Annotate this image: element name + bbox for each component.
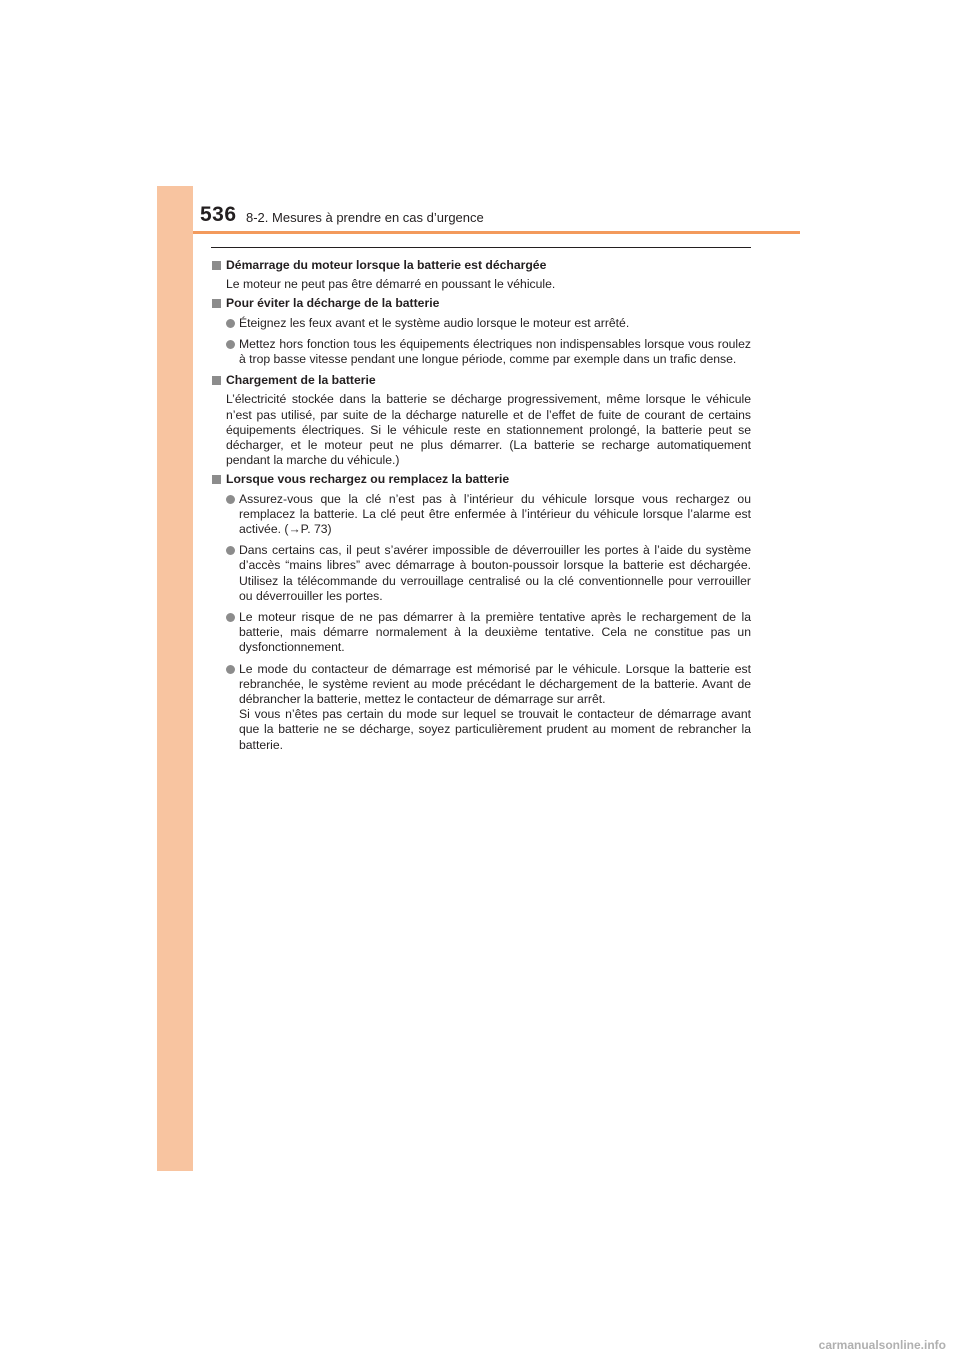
section-battery-charging: [211, 373, 751, 468]
round-bullet-icon: [226, 319, 235, 328]
list-item: [226, 543, 751, 604]
section-paragraph: L’électricité stockée dans la batterie se décharge progressivement, même lorsque le véhicule n’est pas utilisé, par suite de la décharge naturelle et de l’effet de fuite de courant de certains équipements électriques. Si le véhicule reste en stationnement prolongé, la batterie peut se décharger, et le moteur peut ne plus démarrer. (La batterie se recharge automatiquement pendant la marche du véhicule.): [226, 392, 751, 468]
square-bullet-icon: [212, 261, 221, 270]
section-heading: [211, 373, 751, 388]
page-content: [211, 258, 751, 759]
side-color-band: [157, 186, 193, 1171]
list-item: [226, 492, 751, 538]
watermark: carmanualsonline.info: [818, 1338, 946, 1352]
section-heading: [211, 472, 751, 487]
section-heading-text: Démarrage du moteur lorsque la batterie est déchargée: [226, 258, 547, 272]
list-item: [226, 316, 751, 331]
list-item-text: Dans certains cas, il peut s’avérer impossible de déverrouiller les portes à l’aide du système d’accès “mains libres” avec démarrage à bouton-poussoir lorsque la batterie est déchargée. Utilisez la télécommande du verrouillage centralisé ou la clé conventionnelle pour verrouiller ou déverrouiller les portes.: [239, 543, 751, 603]
list-item-text: Le moteur risque de ne pas démarrer à la première tentative après le rechargement de la batterie, mais démarre normalement à la deuxième tentative. Cela ne constitue pas un dysfonctionnement.: [239, 610, 751, 655]
list-item-text: Éteignez les feux avant et le système audio lorsque le moteur est arrêté.: [239, 315, 630, 330]
round-bullet-icon: [226, 340, 235, 349]
list-item-text: [239, 662, 751, 753]
header-rule: [193, 231, 800, 234]
square-bullet-icon: [212, 475, 221, 484]
round-bullet-icon: [226, 495, 235, 504]
square-bullet-icon: [212, 299, 221, 308]
section-title: 8-2. Mesures à prendre en cas d’urgence: [246, 210, 484, 225]
section-heading-text: Chargement de la batterie: [226, 373, 376, 388]
round-bullet-icon: [226, 546, 235, 555]
section-heading-text: Pour éviter la décharge de la batterie: [226, 296, 440, 311]
list-item-text: Assurez-vous que la clé n’est pas à l’intérieur du véhicule lorsque vous rechargez ou remplacez la batterie. La clé peut être enfermée à l’intérieur du véhicule lorsque l’alarme est activée. (→P. 73): [239, 491, 751, 537]
section-heading: [211, 296, 751, 311]
square-bullet-icon: [212, 376, 221, 385]
list-item: [226, 337, 751, 367]
content-rule: [211, 247, 751, 248]
round-bullet-icon: [226, 613, 235, 622]
page-header: [193, 186, 800, 234]
page-number: 536: [200, 203, 237, 226]
section-heading: [211, 258, 751, 273]
list-item: [226, 662, 751, 753]
list-item-text: Mettez hors fonction tous les équipements électriques non indispensables lorsque vous roulez à trop basse vitesse pendant une longue période, comme par exemple dans un trafic dense.: [239, 336, 751, 367]
section-avoid-discharge: [211, 296, 751, 367]
section-recharge-replace: [211, 472, 751, 752]
section-paragraph: Le moteur ne peut pas être démarré en poussant le véhicule.: [226, 277, 556, 292]
section-heading-text: Lorsque vous rechargez ou remplacez la batterie: [226, 472, 510, 487]
list-item-line: Si vous n’êtes pas certain du mode sur lequel se trouvait le contacteur de démarrage avant que la batterie ne se décharge, soyez particulièrement prudent au moment de rebrancher la batterie.: [239, 707, 751, 752]
list-item: [226, 610, 751, 656]
list-item-line: Le mode du contacteur de démarrage est mémorisé par le véhicule. Lorsque la batterie est rebranchée, le système revient au mode précédant le déchargement de la batterie. Avant de débrancher la batterie, mettez le contacteur de démarrage sur arrêt.: [239, 661, 751, 707]
section-starting-engine: [211, 258, 751, 292]
round-bullet-icon: [226, 665, 235, 674]
